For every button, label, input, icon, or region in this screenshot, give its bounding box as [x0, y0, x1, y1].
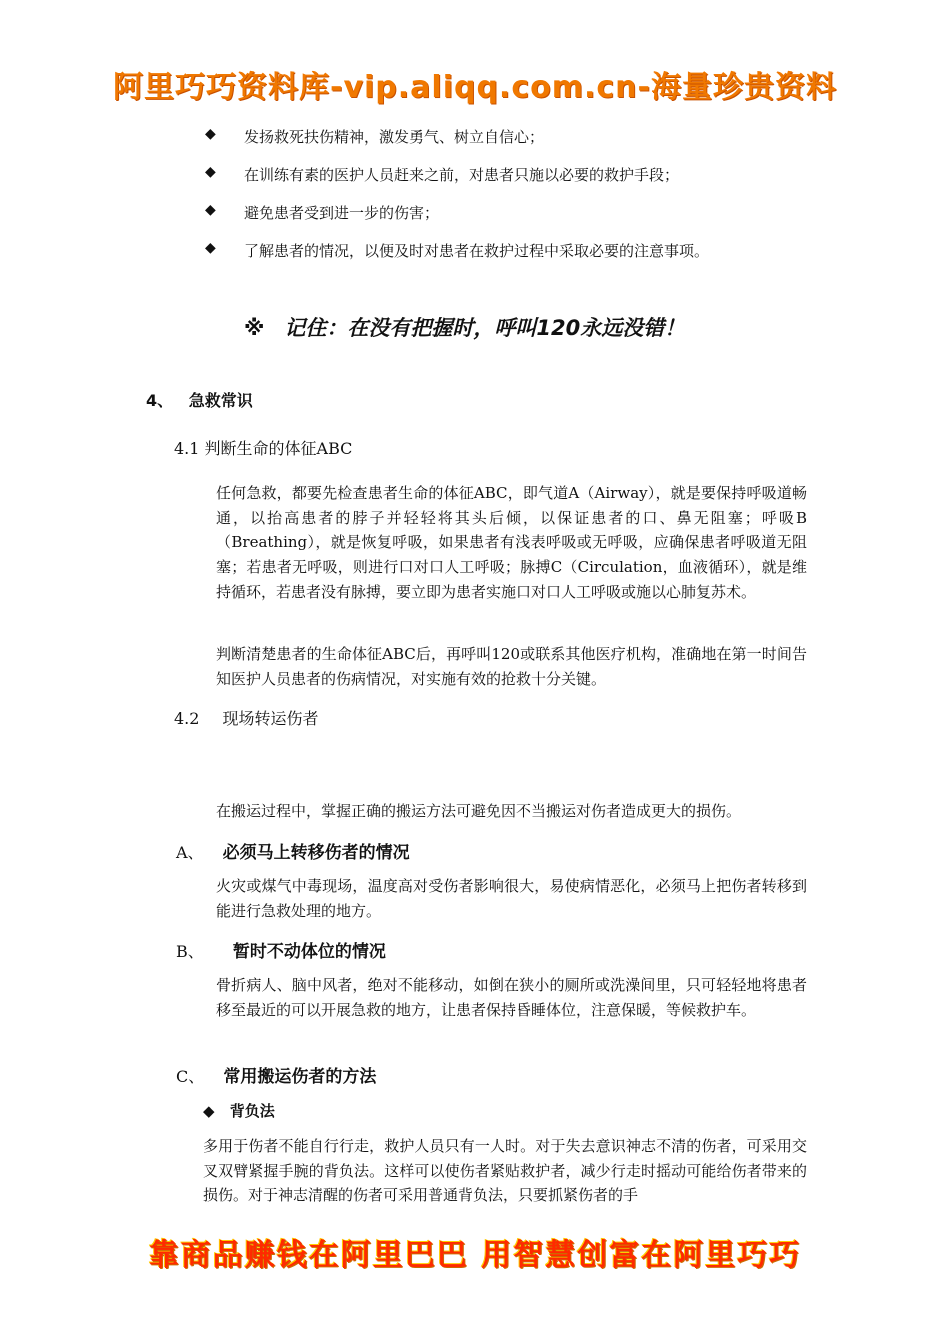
sub-label: C、 [176, 1067, 205, 1086]
sub-title: 暂时不动体位的情况 [232, 942, 386, 962]
paragraph-do-not-move: 骨折病人、脑中风者，绝对不能移动，如倒在狭小的厕所或洗澡间里，只可轻轻地将患者移至最近的可以开展急救的地方，让患者保持昏睡体位，注意保暖，等候救护车。 [216, 976, 807, 1019]
section-heading [146, 388, 253, 411]
paragraph-abc: 任何急救，都要先检查患者生命的体征ABC，即气道A（Airway），就是要保持呼吸道畅通，以抬高患者的脖子并轻轻将其头后倾，以保证患者的口、鼻无阻塞；呼吸B（Breathing），就是恢复呼吸，如果患者有浅表呼吸或无呼吸，应确保患者呼吸道无阻塞；若患者无呼吸，则进行口对口人工呼吸；脉搏C（Circulation，血液循环），就是维持循环，若患者没有脉搏，要立即为患者实施口对口人工呼吸或施以心肺复苏术。 [216, 484, 807, 601]
paragraph-must-move: 火灾或煤气中毒现场，温度高对受伤者影响很大，易使病情恶化，必须马上把伤者转移到能进行急救处理的地方。 [216, 877, 807, 920]
sub-heading-c [176, 1062, 376, 1087]
list-item-text: 发扬救死扶伤精神，激发勇气、树立自信心； [244, 128, 545, 146]
section-title: 急救常识 [188, 391, 253, 410]
method-heading [203, 1100, 275, 1121]
list-item-text: 了解患者的情况，以便及时对患者在救护过程中采取必要的注意事项。 [244, 242, 710, 260]
header-banner: 阿里巧巧资料库-vip.aliqq.com.cn-海量珍贵资料 [113, 70, 837, 105]
diamond-bullet-icon: ◆ [205, 126, 216, 142]
subsection-number: 4.2 [174, 709, 200, 728]
sub-heading-a [176, 838, 410, 863]
subsection-title: 现场转运伤者 [222, 709, 319, 728]
paragraph-abc-followup: 判断清楚患者的生命体征ABC后，再呼叫120或联系其他医疗机构，准确地在第一时间告知医护人员患者的伤病情况，对实施有效的抢救十分关键。 [216, 645, 807, 688]
reference-mark-icon: ※ [244, 316, 265, 340]
sub-title: 常用搬运伤者的方法 [223, 1067, 377, 1087]
list-item-text: 避免患者受到进一步的伤害； [244, 204, 440, 222]
paragraph-transport-intro: 在搬运过程中，掌握正确的搬运方法可避免因不当搬运对伤者造成更大的损伤。 [216, 802, 742, 820]
remember-text: 记住：在没有把握时，呼叫120永远没错！ [284, 316, 686, 340]
footer-banner: 靠商品赚钱在阿里巴巴 用智慧创富在阿里巧巧 [148, 1238, 802, 1273]
subsection-heading-4-1: 4.1 判断生命的体征ABC [174, 439, 353, 458]
diamond-bullet-icon: ◆ [205, 164, 216, 180]
diamond-bullet-icon: ◆ [205, 202, 216, 218]
sub-heading-b [176, 937, 386, 962]
list-item-text: 在训练有素的医护人员赶来之前，对患者只施以必要的救护手段； [244, 166, 680, 184]
sub-label: B、 [176, 942, 204, 961]
remember-note [244, 312, 685, 342]
paragraph-back-carry: 多用于伤者不能自行行走，救护人员只有一人时。对于失去意识神志不清的伤者，可采用交叉双臂紧握手腕的背负法。这样可以使伤者紧贴救护者，减少行走时摇动可能给伤者带来的损伤。对于神志清醒的伤者可采用普通背负法，只要抓紧伤者的手 [203, 1137, 807, 1205]
sub-title: 必须马上转移伤者的情况 [222, 843, 410, 863]
diamond-bullet-icon: ◆ [205, 240, 216, 256]
section-number: 4、 [146, 391, 174, 410]
method-title: 背负法 [229, 1102, 275, 1120]
diamond-bullet-icon: ◆ [203, 1102, 215, 1120]
subsection-heading-4-2 [174, 706, 319, 729]
sub-label: A、 [176, 843, 204, 862]
